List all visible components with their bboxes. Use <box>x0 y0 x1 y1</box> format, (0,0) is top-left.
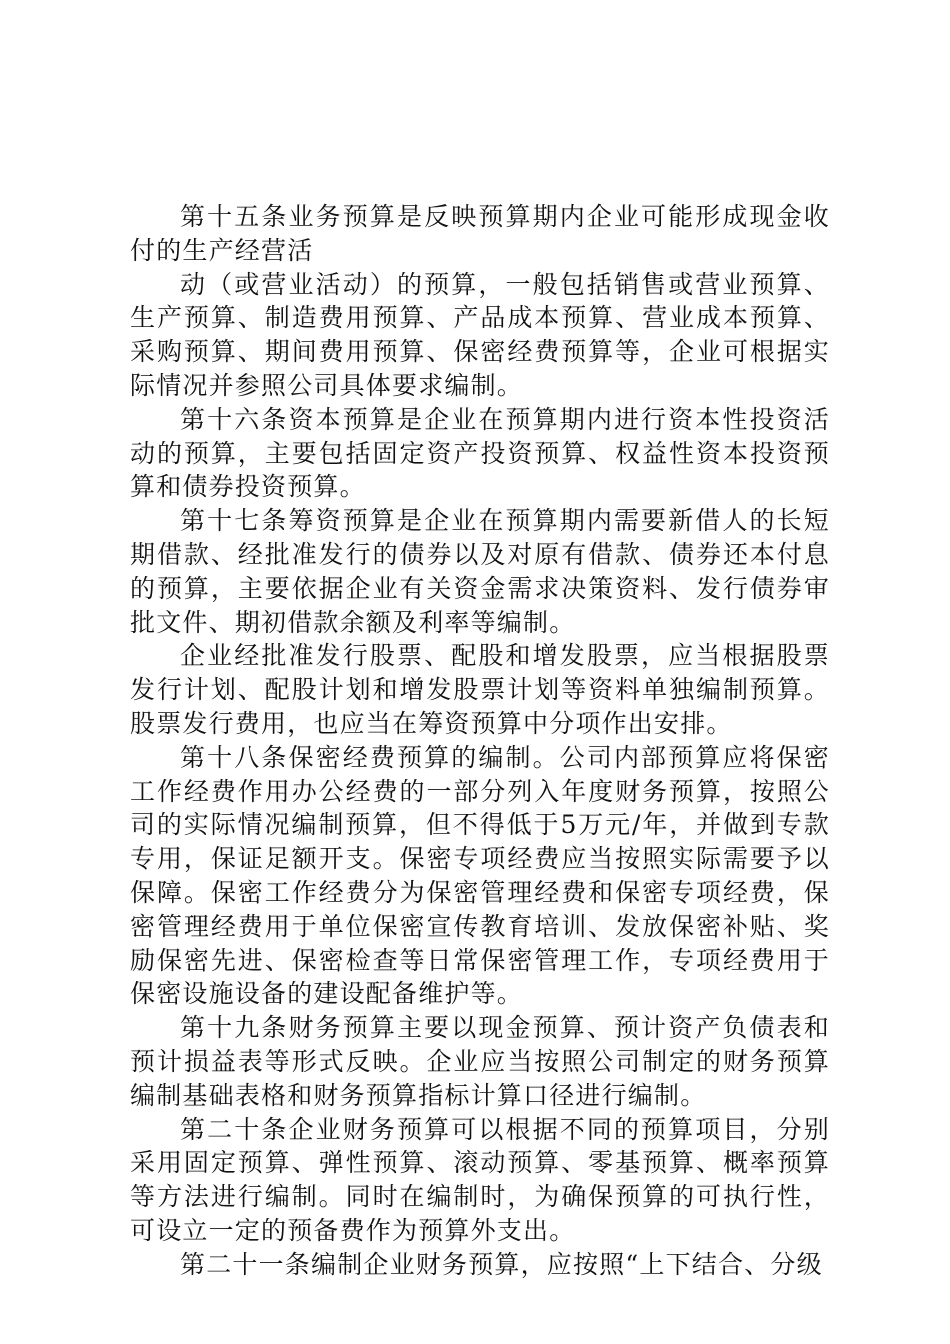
paragraph-stock-issuance: 企业经批准发行股票、配股和增发股票，应当根据股票发行计划、配股计划和增发股票计划等资料单独编制预算。股票发行费用，也应当在筹资预算中分项作出安排。 <box>130 641 830 738</box>
paragraph-article-16: 第十六条资本预算是企业在预算期内进行资本性投资活动的预算，主要包括固定资产投资预算、权益性资本投资预算和债券投资预算。 <box>130 404 830 502</box>
paragraph-article-15-body: 动（或营业活动）的预算，一般包括销售或营业预算、生产预算、制造费用预算、产品成本预算、营业成本预算、采购预算、期间费用预算、保密经费预算等，企业可根据实际情况并参照公司具体要求编制。 <box>130 269 830 400</box>
paragraph-article-21: 第二十一条编制企业财务预算，应按照“上下结合、分级 <box>180 1249 823 1279</box>
paragraph-article-17: 第十七条筹资预算是企业在预算期内需要新借人的长短期借款、经批准发行的债券以及对原有借款、债券还本付息的预算，主要依据企业有关资金需求决策资料、发行债券审批文件、期初借款余额及利率等编制。 <box>130 506 830 637</box>
paragraph-article-15-intro: 第十五条业务预算是反映预算期内企业可能形成现金收付的生产经营活 <box>130 202 830 265</box>
document-body <box>130 200 830 1282</box>
paragraph-article-18: 第十八条保密经费预算的编制。公司内部预算应将保密工作经费作用办公经费的一部分列入年度财务预算，按照公司的实际情况编制预算，但不得低于5万元/年，并做到专款专用，保证足额开支。保密专项经费应当按照实际需要予以保障。保密工作经费分为保密管理经费和保密专项经费，保密管理经费用于单位保密宣传教育培训、发放保密补贴、奖励保密先进、保密检查等日常保密管理工作，专项经费用于保密设施设备的建设配备维护等。 <box>130 742 830 1009</box>
paragraph-article-19: 第十九条财务预算主要以现金预算、预计资产负债表和预计损益表等形式反映。企业应当按照公司制定的财务预算编制基础表格和财务预算指标计算口径进行编制。 <box>130 1013 830 1110</box>
paragraph-article-20: 第二十条企业财务预算可以根据不同的预算项目，分别采用固定预算、弹性预算、滚动预算、零基预算、概率预算等方法进行编制。同时在编制时，为确保预算的可执行性，可设立一定的预备费作为预算外支出。 <box>130 1114 830 1245</box>
